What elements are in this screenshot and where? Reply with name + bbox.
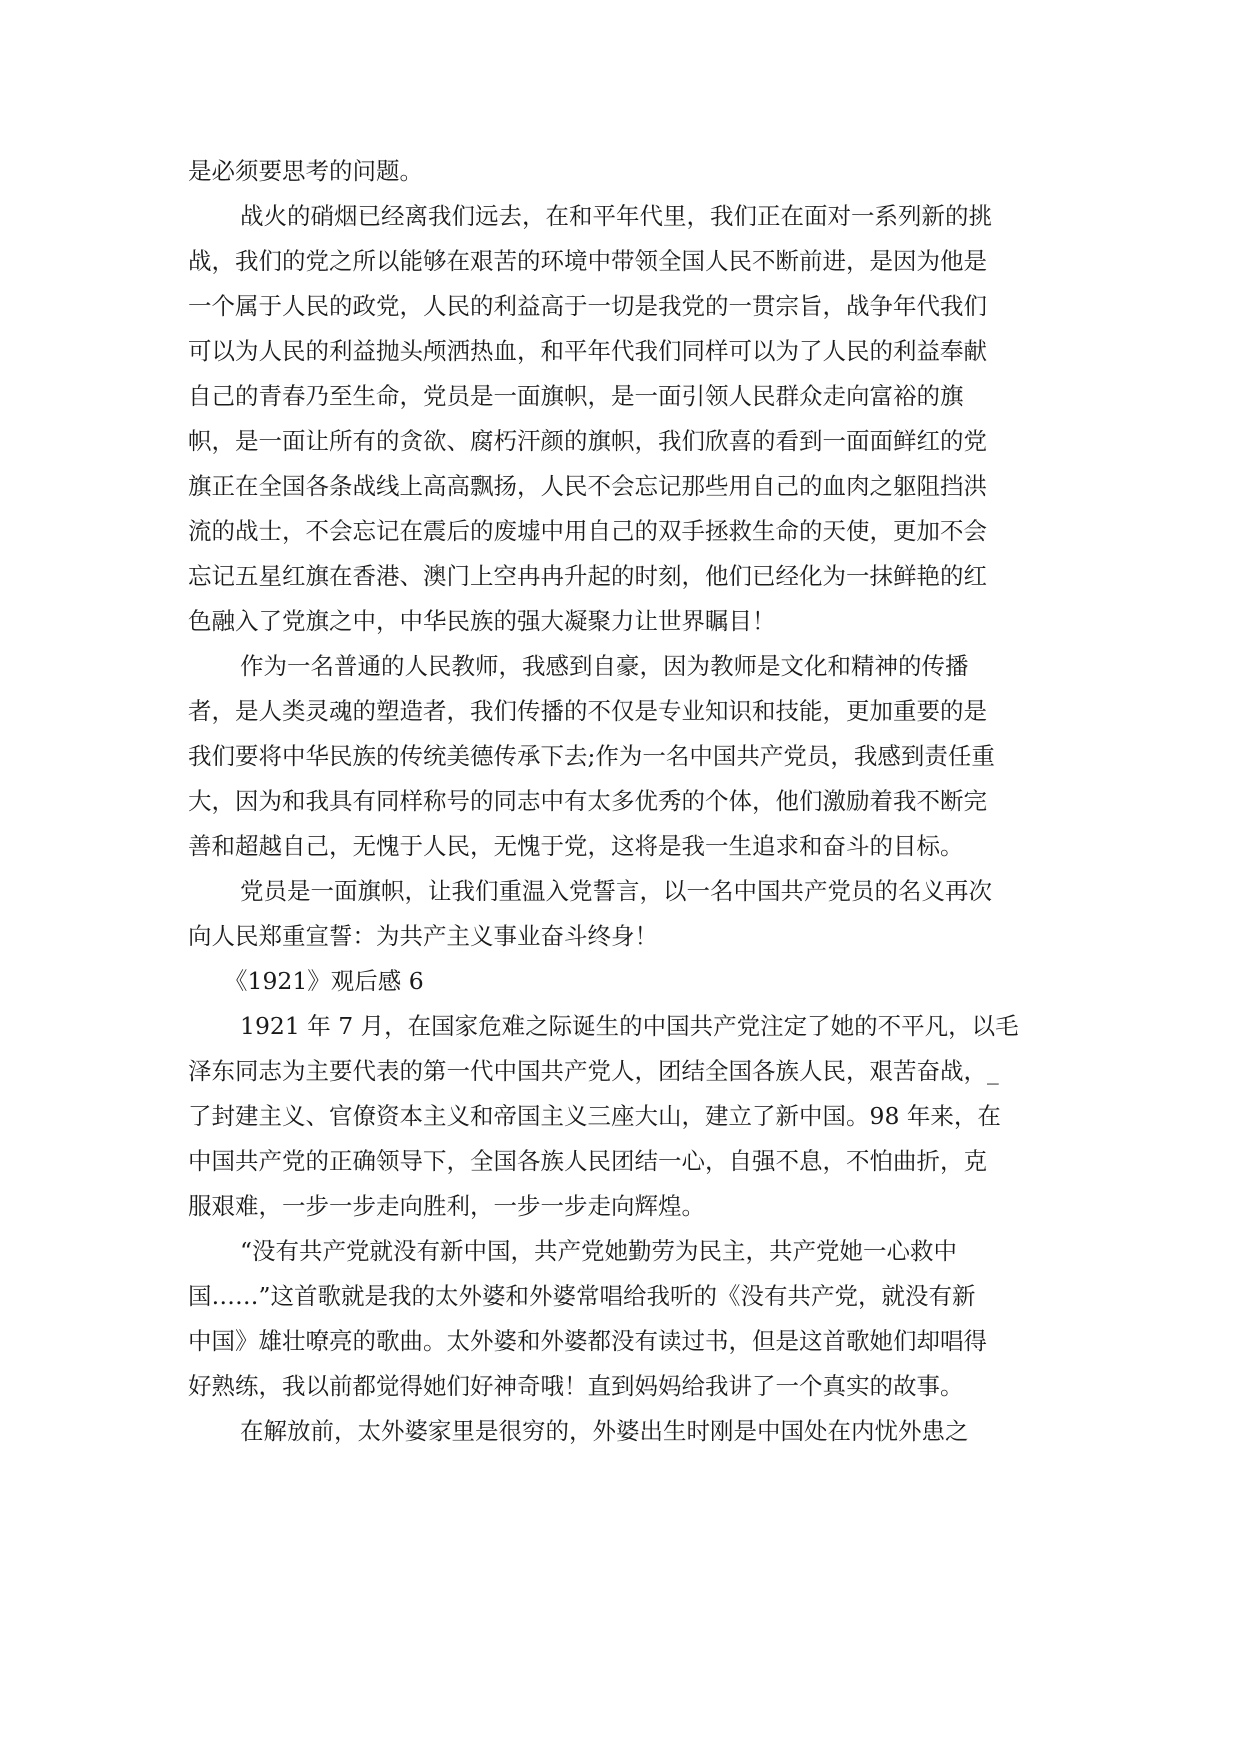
text-line: “没有共产党就没有新中国，共产党她勤劳为民主，共产党她一心救中	[240, 1237, 958, 1265]
text-line: 流的战士，不会忘记在震后的废墟中用自己的双手拯救生命的天使，更加不会	[188, 517, 987, 545]
text-line: 战火的硝烟已经离我们远去，在和平年代里，我们正在面对一系列新的挑	[240, 202, 992, 230]
text-line: 好熟练，我以前都觉得她们好神奇哦！直到妈妈给我讲了一个真实的故事。	[188, 1372, 964, 1400]
text-line: 向人民郑重宣誓：为共产主义事业奋斗终身！	[188, 922, 658, 950]
text-line: 者，是人类灵魂的塑造者，我们传播的不仅是专业知识和技能，更加重要的是	[188, 697, 987, 725]
text-line: 可以为人民的利益抛头颅洒热血，和平年代我们同样可以为了人民的利益奉献	[188, 337, 987, 365]
text-line: 中国》雄壮嘹亮的歌曲。太外婆和外婆都没有读过书，但是这首歌她们却唱得	[188, 1327, 987, 1355]
text-line: 在解放前，太外婆家里是很穷的，外婆出生时刚是中国处在内忧外患之	[240, 1417, 969, 1445]
text-line: 大，因为和我具有同样称号的同志中有太多优秀的个体，他们激励着我不断完	[188, 787, 987, 815]
text-line: 色融入了党旗之中，中华民族的强大凝聚力让世界瞩目！	[188, 607, 776, 635]
text-line: 忘记五星红旗在香港、澳门上空冉冉升起的时刻，他们已经化为一抹鲜艳的红	[188, 562, 987, 590]
text-line: 泽东同志为主要代表的第一代中国共产党人，团结全国各族人民，艰苦奋战，_	[188, 1057, 999, 1085]
text-line: 一个属于人民的政党，人民的利益高于一切是我党的一贯宗旨，战争年代我们	[188, 292, 987, 320]
text-line: 我们要将中华民族的传统美德传承下去;作为一名中国共产党员，我感到责任重	[188, 742, 995, 770]
text-line: 旗正在全国各条战线上高高飘扬，人民不会忘记那些用自己的血肉之躯阻挡洪	[188, 472, 987, 500]
document-body	[188, 149, 1058, 1454]
text-line: 自己的青春乃至生命，党员是一面旗帜，是一面引领人民群众走向富裕的旗	[188, 382, 964, 410]
text-line: 中国共产党的正确领导下，全国各族人民团结一心，自强不息，不怕曲折，克	[188, 1147, 987, 1175]
text-line: 国……”这首歌就是我的太外婆和外婆常唱给我听的《没有共产党，就没有新	[188, 1282, 976, 1310]
text-line: 1921 年 7 月，在国家危难之际诞生的中国共产党注定了她的不平凡，以毛	[240, 1012, 1019, 1040]
text-line: 服艰难，一步一步走向胜利，一步一步走向辉煌。	[188, 1192, 705, 1220]
text-line: 了封建主义、官僚资本主义和帝国主义三座大山，建立了新中国。98 年来，在	[188, 1102, 1001, 1130]
text-line: 帜，是一面让所有的贪欲、腐朽汗颜的旗帜，我们欣喜的看到一面面鲜红的党	[188, 427, 987, 455]
section-heading: 《1921》观后感 6	[224, 967, 424, 995]
text-line: 是必须要思考的问题。	[188, 157, 423, 185]
text-line: 党员是一面旗帜，让我们重温入党誓言，以一名中国共产党员的名义再次	[240, 877, 992, 905]
text-line: 战，我们的党之所以能够在艰苦的环境中带领全国人民不断前进，是因为他是	[188, 247, 987, 275]
text-line: 作为一名普通的人民教师，我感到自豪，因为教师是文化和精神的传播	[240, 652, 969, 680]
text-line: 善和超越自己，无愧于人民，无愧于党，这将是我一生追求和奋斗的目标。	[188, 832, 964, 860]
